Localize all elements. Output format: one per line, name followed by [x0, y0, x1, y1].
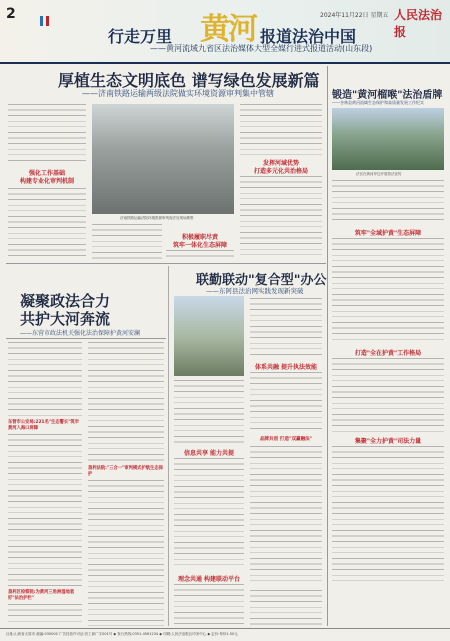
center-section4: 理念共通 构建联动平台 [177, 576, 241, 583]
right-subheadline: ——杏林县黄河流域生态保护和高质量发展工作纪实 [332, 100, 424, 105]
center-body-col1c [174, 584, 244, 626]
main-photo-caption: 济南铁路运输法院环境资源审判庭法官现场勘察 [120, 216, 194, 220]
banner-center: 黄河 [200, 12, 256, 47]
left-body-col2b [88, 480, 164, 626]
main-headline: 厚植生态文明底色 谱写绿色发展新篇 [58, 71, 320, 90]
center-photo [174, 296, 244, 376]
right-headline: 锻造"黄河榴喉"法治盾牌 [332, 90, 443, 101]
center-body-col2a [250, 298, 322, 358]
right-body-1 [332, 180, 444, 224]
right-photo [332, 108, 444, 170]
main-body-col4a [240, 104, 322, 156]
center-body-col2d [250, 590, 322, 626]
right-section3: 集聚"全力护黄"司法力量 [354, 438, 422, 445]
main-body-col1b [8, 188, 86, 258]
left-body-col1a [8, 342, 82, 418]
main-photo [92, 104, 234, 214]
left-headline-line2: 共护大河奔流 [20, 310, 111, 328]
main-body-col3 [166, 250, 234, 260]
right-column-rule [327, 66, 328, 626]
main-section2: 积极履职尽责 [181, 234, 218, 241]
center-section1: 体系共融 提升执法效能 [254, 364, 318, 371]
right-section1: 筑牢"全域护黄"生态屏障 [354, 230, 422, 237]
main-body-col4b [240, 176, 322, 260]
banner-left: 行走万里 [108, 29, 173, 46]
left-headline-line1: 凝聚政法合力 [20, 292, 111, 310]
banner-right: 报道法治中国 [260, 29, 357, 46]
right-section2: 打造"全在护黄"工作格局 [354, 350, 422, 357]
middle-section-b: 打造多元化共治格局 [253, 168, 308, 175]
right-body-3 [332, 358, 444, 432]
left-body-col2a [88, 342, 164, 462]
center-body-col1b [174, 458, 244, 570]
left-section1: 东营市公安局:221名"生态警长"筑牢黄河入海口屏障 [8, 420, 80, 431]
left-body-col1c [8, 604, 82, 626]
main-section2b: 筑牢一体化生态屏障 [172, 242, 227, 249]
color-bar-red [46, 16, 49, 26]
paper-logo: 人民法治报 [394, 8, 443, 39]
main-body-col1a [8, 104, 86, 164]
center-section2: 信息共享 能力共提 [183, 450, 235, 457]
right-body-4 [332, 446, 444, 586]
right-body-2 [332, 238, 444, 344]
header-divider [0, 62, 450, 64]
color-bar-blue [40, 16, 43, 26]
page-number: 2 [6, 6, 16, 22]
center-body-col2b [250, 372, 322, 432]
middle-section: 发挥河域优势 [262, 160, 299, 167]
center-subheadline: ——东阿县法治网实践发现新突破 [206, 287, 304, 295]
main-bottom-rule [6, 263, 326, 264]
left-section3: 垦利区检察院:为黄河三角洲湿地装好"法治护栏" [8, 590, 75, 601]
main-section1: 强化工作基础 [28, 170, 65, 177]
center-body-col1a [174, 380, 244, 444]
banner-subtitle: ——黄河流域九省区法治媒体大型全媒行进式报道活动(山东段) [150, 44, 373, 53]
main-body-col2 [92, 224, 162, 259]
left-section2: 垦利法院:"三合一"审判模式护航生态保护 [88, 466, 163, 477]
left-subheadline: ——东营市政法机关强化法治保障护黄河安澜 [20, 330, 141, 337]
center-headline: 联勤联动"复合型"办公 [196, 273, 327, 288]
center-body-col2c [250, 446, 322, 586]
left-body-col1b [8, 434, 82, 586]
left-rule [6, 338, 166, 339]
footer [0, 628, 450, 641]
main-section1b: 构建专业化审判机制 [19, 178, 74, 185]
center-column-rule [168, 266, 169, 626]
right-photo-caption: 法官在黄河岸边开展普法宣传 [356, 172, 402, 176]
center-section3: 品牌共创 打造"双赢融法" [259, 437, 313, 442]
issue-date: 2024年11月22日 星期五 [320, 12, 389, 19]
footer-text: 社址:山西省太原市 邮编:030000 广告经营许可证:晋工商广字001号 ◆ 发行热线:0351-4561234 ◆ 印刷:人民法治报社印务中心 ◆ 定价:每份1.50元 [6, 632, 238, 636]
main-subheadline: ——济南铁路运输两级法院做实环境资源审判集中管辖 [82, 89, 274, 98]
